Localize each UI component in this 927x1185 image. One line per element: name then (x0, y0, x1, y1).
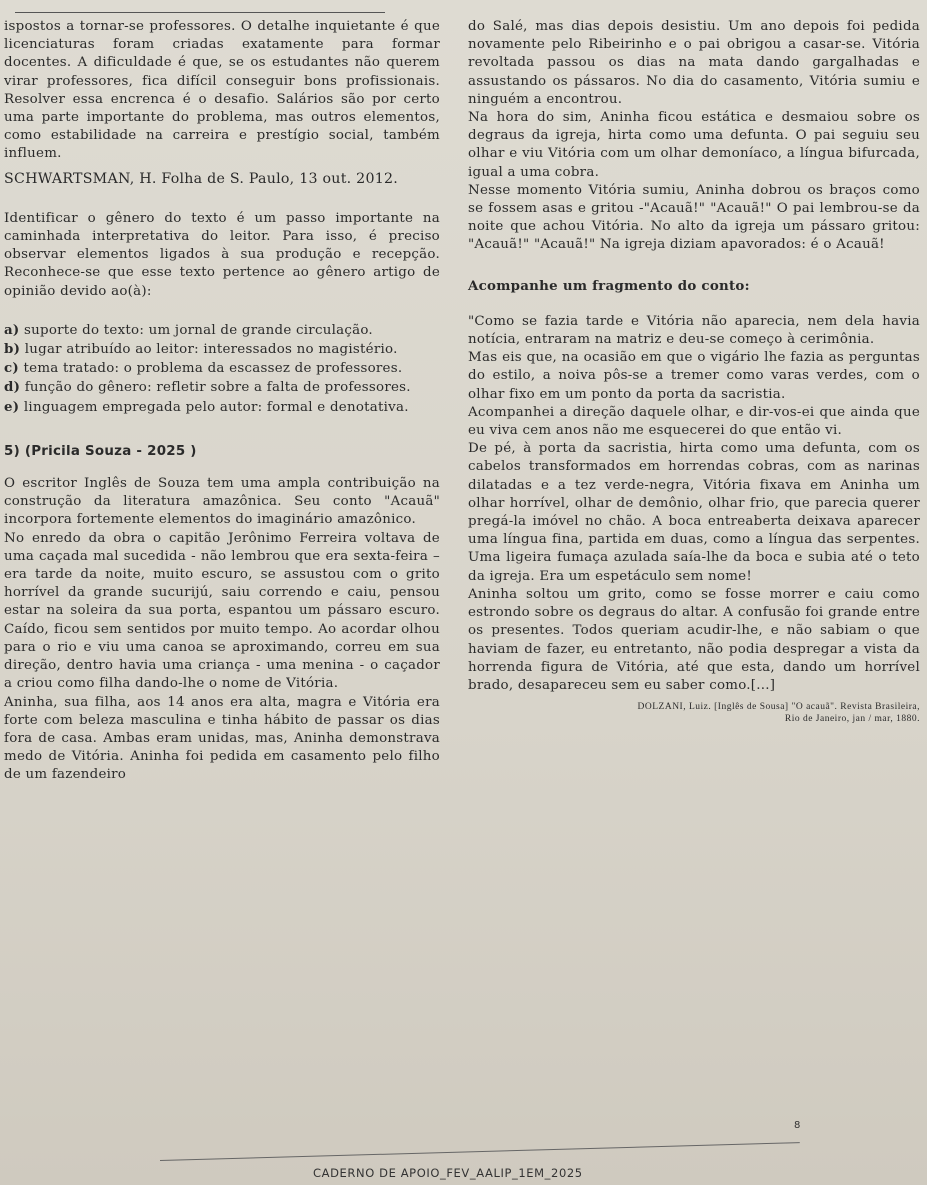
fragment-paragraph-1: "Como se fazia tarde e Vitória não aparecia, nem dela havia notícia, entraram na matriz e deu-se começo à cerimônia. (468, 313, 920, 348)
q5-paragraph-2: No enredo da obra o capitão Jerônimo Ferreira voltava de uma caçada mal sucedida - não lembrou que era sexta-feira – era tarde da noite, muito escuro, se assustou com o grito horrível da grande sucurijú, saiu correndo e caiu, pensou estar na soleira da sua porta, espantou um pássaro escuro. Caído, ficou sem sentidos por muito tempo. Ao acordar olhou para o rio e viu uma canoa se aproximando, correu em sua direção, dentro havia uma criança - uma menina - o caçador a criou como filha dando-lhe o nome de Vitória. (4, 530, 440, 692)
option-text: suporte do texto: um jornal de grande circulação. (24, 322, 373, 338)
option-letter: b) (4, 341, 21, 358)
option-a (4, 321, 440, 340)
question-text: Identificar o gênero do texto é um passo importante na caminhada interpretativa do leitor. Para isso, é preciso observar elementos ligados à sua produção e recepção. Reconhece-se que esse texto pertence ao gênero artigo de opinião devido ao(à): (4, 210, 440, 299)
top-divider (15, 12, 385, 13)
source-line-2: Rio de Janeiro, jan / mar, 1880. (784, 714, 920, 725)
option-e (4, 398, 440, 417)
story-paragraph-2: Na hora do sim, Aninha ficou estática e desmaiou sobre os degraus da igreja, hirta como uma defunta. O pai seguiu seu olhar e viu Vitória com um olhar demoníaco, a língua bifurcada, igual a uma cobra. (468, 110, 920, 180)
footer-divider (160, 1142, 800, 1161)
option-letter: e) (4, 398, 20, 415)
option-b (4, 340, 440, 359)
story-paragraph-3: Nesse momento Vitória sumiu, Aninha dobrou os braços como se fossem asas e gritou -"Acauã!" "Acauã!" O pai lembrou-se da noite que achou Vitória. No alto da igreja um pássaro gritou: "Acauã!" "Acauã!" Na igreja diziam apavorados: é o Acauã! (468, 182, 920, 253)
fragment-paragraph-4: De pé, à porta da sacristia, hirta como uma defunta, com os cabelos transformados em horrendas cobras, com as narinas dilatadas e a tez verde-negra, Vitória fixava em Aninha um olhar horrível, olhar de demônio, olhar frio, que parecia querer pregá-la imóvel no chão. A boca entreaberta deixava aparecer uma língua fina, partida em duas, como a língua das serpentes. Uma ligeira fumaça azulada saía-lhe da boca e subia até o teto da igreja. Era um espetáculo sem nome! (468, 441, 920, 584)
story-paragraph-1: do Salé, mas dias depois desistiu. Um ano depois foi pedida novamente pelo Ribeirinho e o pai obrigou a casar-se. Vitória revoltada passou os dias na mata dando gargalhadas e assustando os pássaros. No dia do casamento, Vitória sumiu e ninguém a encontrou. (468, 19, 920, 107)
question5-heading: 5) (Pricila Souza - 2025 ) (4, 443, 197, 459)
fragment-heading: Acompanhe um fragmento do conto: (468, 277, 750, 294)
source-line-1: DOLZANI, Luiz. [Inglês de Sousa] "O acauã". Revista Brasileira, (637, 702, 920, 713)
left-column (4, 18, 440, 785)
option-letter: a) (4, 321, 20, 338)
option-text: linguagem empregada pelo autor: formal e denotativa. (23, 399, 409, 415)
option-text: função do gênero: refletir sobre a falta de professores. (24, 380, 411, 396)
fragment-paragraph-3: Acompanhei a direção daquele olhar, e dir-vos-ei que ainda que eu viva cem anos não me esquecerei do que então vi. (468, 404, 920, 439)
option-d (4, 378, 440, 397)
option-letter: c) (4, 360, 19, 377)
q5-paragraph-1: O escritor Inglês de Souza tem uma ampla contribuição na construção da literatura amazônica. Seu conto "Acauã" incorpora fortemente elementos do imaginário amazônico. (4, 476, 440, 528)
q5-paragraph-3: Aninha, sua filha, aos 14 anos era alta, magra e Vitória era forte com beleza masculina e tinha hábito de passar os dias fora de casa. Ambas eram unidas, mas, Aninha demonstrava medo de Vitória. Aninha foi pedida em casamento pelo filho de um fazendeiro (4, 694, 440, 783)
option-c (4, 359, 440, 378)
option-letter: d) (4, 379, 21, 396)
options-list (4, 321, 440, 417)
page-number: 8 (794, 1120, 801, 1131)
citation: SCHWARTSMAN, H. Folha de S. Paulo, 13 out. 2012. (4, 170, 399, 187)
fragment-paragraph-5: Aninha soltou um grito, como se fosse morrer e caiu como estrondo sobre os degraus do altar. A confusão foi grande entre os presentes. Todos queriam acudir-lhe, e não sabiam o que haviam de fazer, eu entretanto, não podia despregar a vista da horrenda figura de Vitória, até que esta, dando um horrível brado, desapareceu sem eu saber como.[...] (468, 586, 920, 693)
right-column (468, 18, 920, 725)
story-source (468, 701, 920, 725)
option-text: tema tratado: o problema da escassez de professores. (23, 361, 403, 377)
intro-paragraph: ispostos a tornar-se professores. O detalhe inquietante é que licenciaturas foram criadas exatamente para formar docentes. A dificuldade é que, se os estudantes não querem virar professores, fica difícil conseguir bons profissionais. Resolver essa encrenca é o desafio. Salários são por certo uma parte importante do problema, mas outros elementos, como estabilidade na carreira e prestígio social, também influem. (4, 19, 440, 162)
footer-text: CADERNO DE APOIO_FEV_AALIP_1EM_2025 (313, 1166, 583, 1180)
fragment-paragraph-2: Mas eis que, na ocasião em que o vigário lhe fazia as perguntas do estilo, a noiva pôs-se a tremer como varas verdes, com o olhar fixo em um ponto da porta da sacristia. (468, 350, 920, 402)
option-text: lugar atribuído ao leitor: interessados no magistério. (24, 342, 398, 358)
